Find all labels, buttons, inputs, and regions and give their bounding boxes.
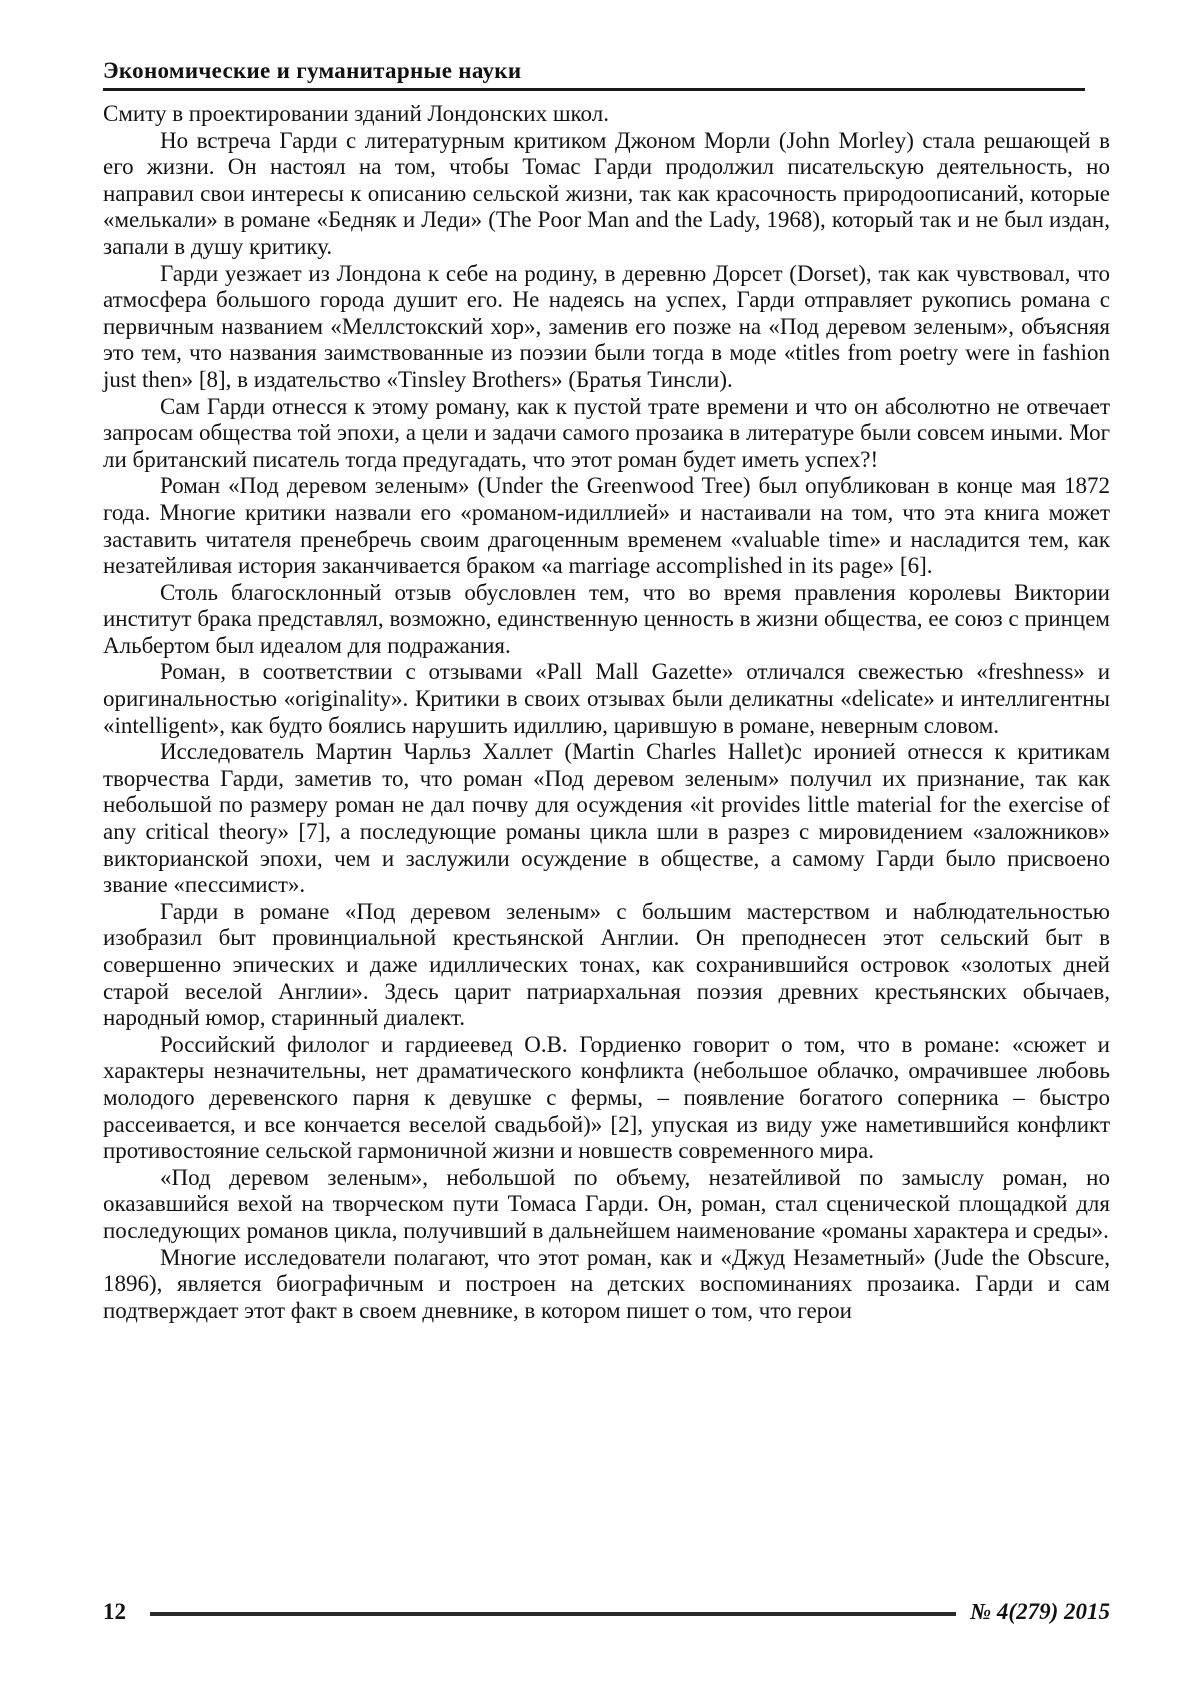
- page-footer: [103, 1599, 1110, 1625]
- paragraph: Гарди в романе «Под деревом зеленым» с большим мастерством и наблюдательностью изобразил быт провинциальной крестьянской Англии. Он преподнесен этот сельский быт в совершенно эпических и даже идиллических тонах, как сохранившийся островок «золотых дней старой веселой Англии». Здесь царит патриархальная поэзия древних крестьянских обычаев, народный юмор, старинный диалект.: [103, 898, 1110, 1031]
- article-body: [103, 101, 1110, 1324]
- paragraph: «Под деревом зеленым», небольшой по объему, незатейливой по замыслу роман, но оказавшийся вехой на творческом пути Томаса Гарди. Он, роман, стал сценической площадкой для последующих романов цикла, получивший в дальнейшем наименование «романы характера и среды».: [103, 1164, 1110, 1243]
- paragraph: Сам Гарди отнесся к этому роману, как к пустой трате времени и что он абсолютно не отвечает запросам общества той эпохи, а цели и задачи самого прозаика в литературе были совсем иными. Мог ли британский писатель тогда предугадать, что этот роман будет иметь успех?!: [103, 393, 1110, 472]
- issue-label: № 4(279) 2015: [970, 1599, 1110, 1624]
- paragraph: Роман «Под деревом зеленым» (Under the Greenwood Tree) был опубликован в конце мая 1872 года. Многие критики назвали его «романом-идиллией» и настаивали на том, что эта книга может заставить читателя пренебречь своим драгоценным временем «valuable time» и насладится тем, как незатейливая история заканчивается браком «a marriage accomplished in its page» [6].: [103, 473, 1110, 579]
- page-header: [103, 58, 1085, 91]
- footer-rule: [150, 1612, 956, 1616]
- paragraph: Роман, в соответствии с отзывами «Pall Mall Gazette» отличался свежестью «freshness» и оригинальностью «originality». Критики в своих отзывах были деликатны «delicate» и интеллигентны «intelligent», как будто боялись нарушить идиллию, царившую в романе, неверным словом.: [103, 659, 1110, 738]
- page-number: 12: [103, 1599, 126, 1624]
- paragraph: Но встреча Гарди с литературным критиком Джоном Морли (John Morley) стала решающей в его жизни. Он настоял на том, чтобы Томас Гарди продолжил писательскую деятельность, но направил свои интересы к описанию сельской жизни, так как красочность природоописаний, которые «мелькали» в романе «Бедняк и Леди» (The Poor Man and the Lady, 1968), который так и не был издан, запали в душу критику.: [103, 127, 1110, 259]
- running-title: Экономические и гуманитарные науки: [103, 58, 522, 83]
- paragraph-continued: Смиту в проектировании зданий Лондонских школ.: [103, 101, 609, 126]
- paragraph: Гарди уезжает из Лондона к себе на родину, в деревню Дорсет (Dorset), так как чувствовал, что атмосфера большого города душит его. Не надеясь на успех, Гарди отправляет рукопись романа с первичным названием «Меллстокский хор», заменив его позже на «Под деревом зеленым», объясняя это тем, что названия заимствованные из поэзии были тогда в моде «titles from poetry were in fashion just then» [8], в издательство «Tinsley Brothers» (Братья Тинсли).: [103, 260, 1110, 392]
- paragraph: Столь благосклонный отзыв обусловлен тем, что во время правления королевы Виктории институт брака представлял, возможно, единственную ценность в жизни общества, ее союз с принцем Альбертом был идеалом для подражания.: [103, 579, 1110, 658]
- paragraph: Многие исследователи полагают, что этот роман, как и «Джуд Незаметный» (Jude the Obscure, 1896), является биографичным и построен на детских воспоминаниях прозаика. Гарди и сам подтверждает этот факт в своем дневнике, в котором пишет о том, что герои: [103, 1244, 1110, 1323]
- paragraph: Исследователь Мартин Чарльз Халлет (Martin Charles Hallet)с иронией отнесся к критикам творчества Гарди, заметив то, что роман «Под деревом зеленым» получил их признание, так как небольшой по размеру роман не дал почву для осуждения «it provides little material for the exercise of any critical theory» [7], а последующие романы цикла шли в разрез с мировидением «заложников» викторианской эпохи, чем и заслужили осуждение в обществе, а самому Гарди было присвоено звание «пессимист».: [103, 739, 1110, 898]
- paragraph: Российский филолог и гардиеевед О.В. Гордиенко говорит о том, что в романе: «сюжет и характеры незначительны, нет драматического конфликта (небольшое облачко, омрачившее любовь молодого деревенского парня к девушке с фермы, – появление богатого соперника – быстро рассеивается, и все кончается веселой свадьбой)» [2], упуская из виду уже наметившийся конфликт противостояние сельской гармоничной жизни и новшеств современного мира.: [103, 1031, 1110, 1164]
